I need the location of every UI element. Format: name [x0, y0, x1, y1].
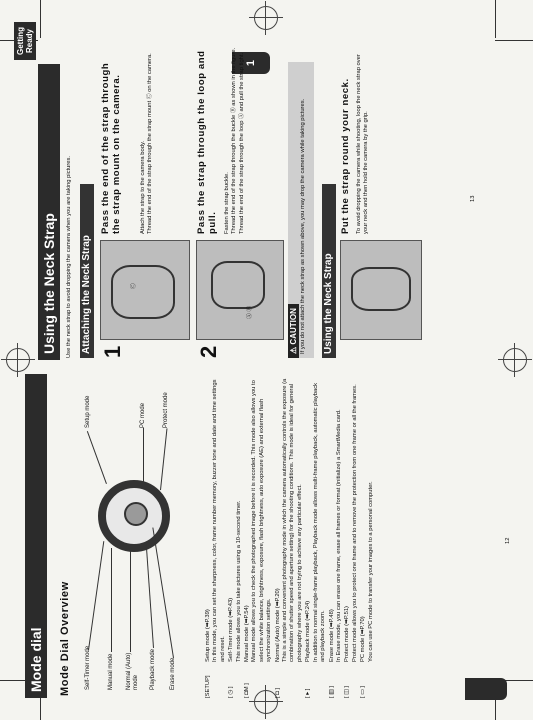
mode-icon: [ ◷ ]	[228, 686, 235, 698]
mode-title: Self-Timer mode (➡P.43)	[228, 597, 235, 662]
step-text	[224, 44, 246, 234]
page-number: 12	[505, 537, 511, 544]
mode-icon: [SETUP]	[205, 675, 211, 698]
mode-icon: [ ▥ ]	[328, 686, 335, 698]
mode-dial-banner	[25, 374, 47, 698]
step-heading: Pass the strap through the loop and pull.	[196, 50, 218, 234]
step-line: Thread the end of the strap through the loop Ⓐ and pull the strap tight.	[238, 52, 245, 234]
step-heading: Pass the end of the strap through the strap mount on the camera.	[100, 62, 122, 234]
left-edge-tab	[465, 678, 507, 700]
photo-callout: Ⓐ Ⓑ	[247, 305, 253, 319]
step-text	[140, 44, 155, 234]
mode-title: Playback mode (➡P.24)	[305, 600, 312, 662]
mode-text: In this mode, you can set the sharpness, color, frame number memory, buzzer tone and date and time settings and reset.	[212, 379, 226, 662]
neck-strap-photo	[340, 240, 422, 340]
mode-title: PC mode (➡P.70)	[360, 616, 367, 662]
mode-entry	[244, 378, 274, 698]
mode-icon: [ ▸ ]	[305, 688, 312, 698]
mode-entry	[360, 378, 375, 698]
mode-text: Protect mode allows you to protect one frame and to remove the protection from one frame or all the frames.	[351, 384, 358, 662]
mode-icon: [ ◫ ]	[344, 686, 351, 698]
dial-label-protect: Protect mode	[163, 392, 169, 428]
page-number: 13	[470, 195, 476, 202]
mode-icon: [ ◘M ]	[244, 683, 251, 698]
mode-dial-figure	[98, 480, 170, 552]
mode-entry	[305, 378, 327, 698]
mode-text: This mode allows you to take pictures using a 10-second timer.	[235, 500, 242, 662]
chapter-tab: 1	[232, 52, 270, 74]
mode-title: Normal (Auto) mode (➡P.20)	[274, 588, 281, 662]
section-title: Mode dial	[28, 627, 44, 692]
page-title: Mode Dial Overview	[59, 581, 71, 696]
photo-callout: Ⓒ	[131, 283, 137, 289]
dial-label-setup: Setup mode	[85, 395, 91, 428]
mode-text: In addition to normal single-frame playback, Playback mode allows multi-frame playback, automatic playback and playback zoom.	[312, 382, 327, 662]
caution-text: If you do not attach the neck strap as shown above, you may drop the camera while taking pictures.	[300, 98, 306, 354]
mode-entry	[329, 378, 344, 698]
step-line: Fasten the strap buckle.	[224, 172, 230, 234]
dial-label-normal: Normal (Auto) mode	[126, 652, 139, 690]
dial-label-erase: Erase mode	[170, 657, 176, 690]
step-text: To avoid dropping the camera while shooting, loop the neck strap over your neck and then hold the camera by the grip.	[356, 54, 370, 234]
step-line: Attach the strap to the camera body.	[140, 140, 146, 234]
strap-mount-photo	[100, 240, 190, 340]
mode-icon: [ ◘ ]	[274, 688, 281, 698]
mode-entry	[344, 378, 359, 698]
step-line: Thread the end of the strap through the strap mount Ⓒ on the camera.	[147, 53, 154, 234]
dial-label-self-timer: Self-Timer mode	[85, 645, 91, 690]
dial-label-manual: Manual mode	[108, 653, 114, 690]
mode-entry	[205, 378, 227, 698]
section-tab: Getting Ready	[14, 22, 36, 60]
mode-title: Protect mode (➡P.51)	[344, 606, 351, 662]
step-number: 1	[100, 345, 125, 358]
mode-text: In Erase mode, you can erase one frame, erase all frames or format (initialize) a SmartMedia card.	[335, 409, 342, 662]
caution-box	[288, 62, 314, 358]
step-heading: Put the strap round your neck.	[340, 78, 351, 234]
mode-title: Manual mode (➡P.54)	[244, 605, 251, 662]
attaching-heading: Attaching the Neck Strap	[80, 184, 94, 358]
page-title: Using the Neck Strap	[41, 213, 57, 354]
mode-entry	[228, 378, 243, 698]
dial-label-pc: PC mode	[140, 402, 146, 428]
mode-text: You can use PC mode to transfer your images to a personal computer.	[367, 481, 374, 662]
dial-label-playback: Playback mode	[150, 648, 156, 690]
mode-title: Erase mode (➡P.48)	[328, 609, 335, 662]
modes-list	[205, 378, 376, 698]
mode-text: This is a simple and convenient photography mode in which the camera automatically controls the exposure (a combination of shutter speed and aperture setting) for the shooting conditions. This mode is ideal for general photography where you are not trying to achieve any particular effect.	[282, 378, 303, 662]
using-heading: Using the Neck Strap	[322, 184, 336, 358]
caution-label: ⚠ CAUTION	[288, 304, 299, 358]
mode-text: Manual mode allows you to check the photographed image before it is recorded. This mode also allows you to select the white balance, brightness, exposure, flash brightness, auto exposure (AE) and external flash synchronization settings.	[251, 380, 273, 662]
step-line: Thread the end of the strap through the buckle Ⓑ as shown in the figure.	[231, 47, 238, 234]
mode-icon: [ ▭ ]	[360, 686, 367, 698]
intro-text: Use the neck strap to avoid dropping the camera when you are taking pictures.	[66, 155, 72, 358]
strap-loop-photo	[196, 240, 284, 340]
page-title-banner	[38, 64, 60, 360]
mode-entry	[275, 378, 305, 698]
step-number: 2	[196, 345, 221, 358]
mode-title: Setup mode (➡P.39)	[205, 609, 211, 662]
